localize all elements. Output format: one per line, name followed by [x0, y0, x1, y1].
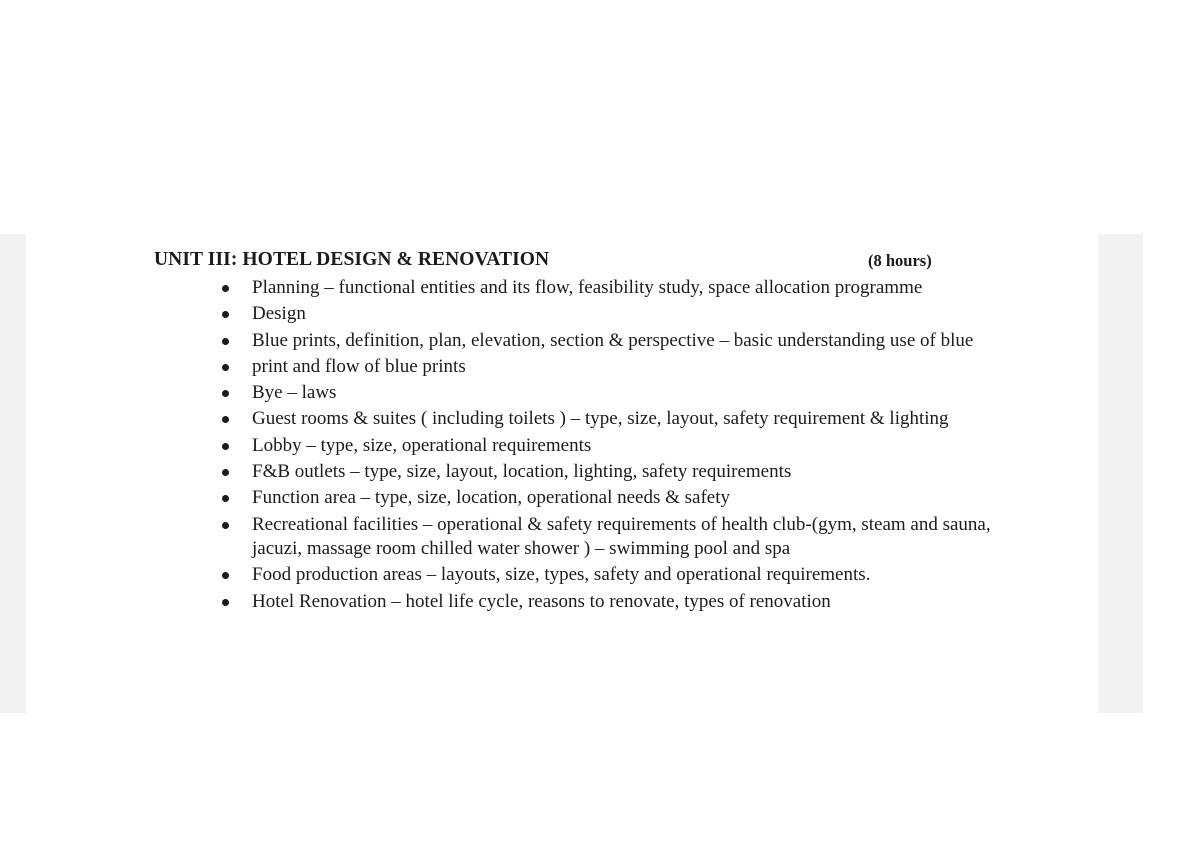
bullet-icon [222, 443, 229, 450]
topic-text: Food production areas – layouts, size, types, safety and operational requirements. [252, 564, 871, 586]
bullet-icon [222, 495, 229, 502]
unit-duration: (8 hours) [868, 251, 932, 270]
list-item [218, 434, 1018, 459]
right-margin-panel [1098, 234, 1143, 713]
list-item [218, 460, 1018, 485]
bullet-icon [222, 599, 229, 606]
bullet-icon [222, 416, 229, 423]
topic-text: Planning – functional entities and its flow, feasibility study, space allocation programme [252, 277, 923, 298]
bullet-icon [222, 285, 229, 292]
list-item [218, 407, 1018, 432]
topic-text: Design [252, 303, 306, 325]
topic-text: print and flow of blue prints [252, 355, 466, 377]
unit-header [154, 249, 974, 275]
topic-text: Lobby – type, size, operational requirements [252, 434, 592, 456]
topic-text: Function area – type, size, location, operational needs & safety [252, 487, 731, 509]
list-item [218, 355, 1018, 380]
list-item [218, 590, 1018, 615]
topic-text: Blue prints, definition, plan, elevation, section & perspective – basic understanding use of blue [252, 329, 974, 351]
topic-text: Hotel Renovation – hotel life cycle, reasons to renovate, types of renovation [252, 590, 831, 612]
topic-text: Bye – laws [252, 382, 337, 404]
topic-text: Guest rooms & suites ( including toilets ) – type, size, layout, safety requirement & lighting [252, 408, 949, 430]
bullet-icon [222, 390, 229, 397]
list-item [218, 381, 1018, 406]
list-item [218, 276, 1018, 301]
bullet-icon [222, 338, 229, 345]
unit-title: UNIT III: HOTEL DESIGN & RENOVATION [154, 249, 550, 270]
syllabus-document [26, 234, 1098, 713]
topic-list [218, 276, 1018, 616]
bullet-icon [222, 311, 229, 318]
left-margin-panel [0, 234, 26, 713]
topic-text: Recreational facilities – operational & safety requirements of health club-(gym, steam and sauna, jacuzi, massage room chilled water shower ) – swimming pool and spa [252, 513, 991, 560]
list-item [218, 302, 1018, 327]
list-item [218, 563, 1018, 588]
bullet-icon [222, 469, 229, 476]
bullet-icon [222, 364, 229, 371]
list-item [218, 329, 1018, 354]
bullet-icon [222, 572, 229, 579]
bullet-icon [222, 522, 229, 529]
list-item [218, 513, 1018, 562]
list-item [218, 486, 1018, 511]
topic-text: F&B outlets – type, size, layout, location, lighting, safety requirements [252, 461, 792, 483]
